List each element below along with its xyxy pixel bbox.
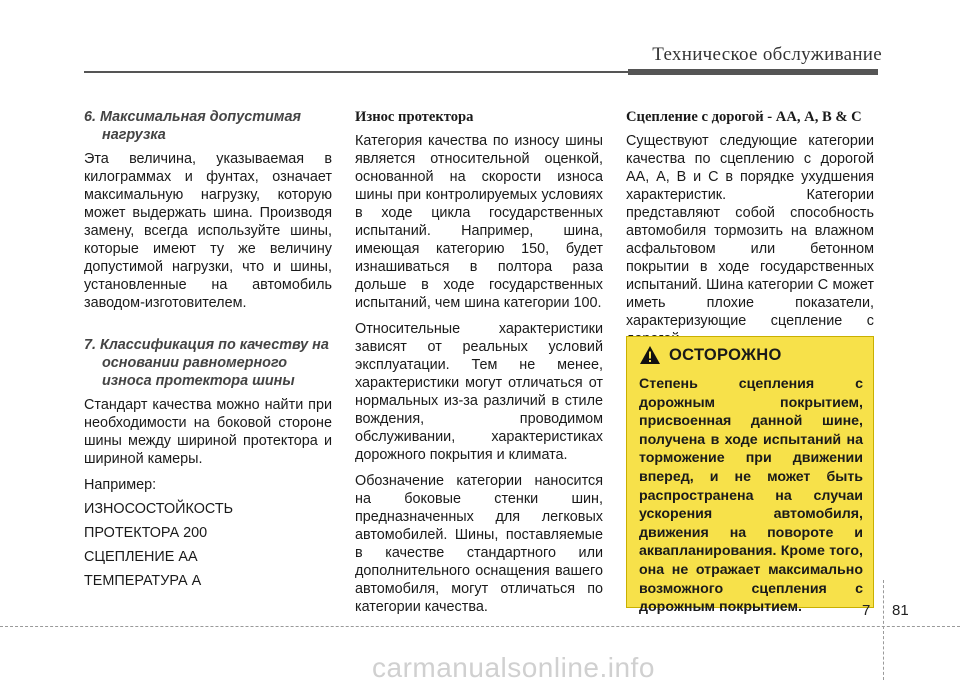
- example-line-4: ТЕМПЕРАТУРА А: [84, 573, 202, 589]
- section-heading-7: 7. Классификация по качеству на основании равномерного износа протектора шины: [84, 337, 329, 389]
- traction-paragraph: Существуют следующие категории качества по сцеплению с дорогой АА, А, В и С в порядке ухудшения характеристик. Категории представляют собой способность автомобиля тормозить на влажном асфальтовом или бетонном покрытии в ходе государственных испытаний. Шина категории С может иметь плохие показатели, характеризующие сцепление с: [626, 133, 874, 329]
- footer-rule: [0, 626, 960, 627]
- paragraph-max-load: Эта величина, указываемая в килограммах и фунтах, означает максимальную нагрузку, которую может выдержать шина. Производя замену, всегда используйте шины, которые имеют ту же величину допустимой нагрузки, что и шины, установленные на автомобиль заводом-изготовителем.: [84, 151, 332, 311]
- treadwear-paragraph-3: Обозначение категории наносится на боковые стенки шин, предназначенных для легковых автомобилей. Шины, поставляемые в качестве стандартного или дополнительного оснащения вашего автомобиля, могут отличаться по категории качества.: [355, 473, 603, 615]
- section-heading-6: 6. Максимальная допустимая нагрузка: [84, 109, 301, 143]
- warning-text: Степень сцепления с дорожным покрытием, присвоенная данной шине, получена в ходе испытаний на торможение при движении вперед, и не может быть распространена на случаи ускорения автомобиля, движения на повороте и аквапланирования. Кроме того, она не отражает максимально возможного сцепления с дорожным покрытием.: [639, 376, 863, 616]
- warning-triangle-icon: [639, 345, 661, 365]
- column-left: [84, 108, 332, 596]
- header-title: Техническое обслуживание: [652, 44, 882, 65]
- warning-header: [639, 345, 863, 365]
- traction-heading: Сцепление с дорогой - АА, А, В & С: [626, 109, 862, 125]
- warning-title: ОСТОРОЖНО: [669, 345, 782, 364]
- watermark: carmanualsonline.info: [372, 652, 655, 683]
- header-rule-accent: [628, 69, 878, 75]
- example-label: Например:: [84, 477, 157, 493]
- page-number: 81: [892, 602, 909, 619]
- warning-box: [626, 336, 874, 616]
- treadwear-paragraph-2: Относительные характеристики зависят от реальных условий эксплуатации. Тем не менее, характеристики могут отличаться от нормальных из-за различий в стиле вождения, проводимом обслуживании, характеристиках дорожного покрытия и климата.: [355, 321, 603, 463]
- treadwear-heading: Износ протектора: [355, 109, 474, 125]
- column-middle: [355, 108, 603, 624]
- column-right: [626, 108, 874, 356]
- example-line-2: ПРОТЕКТОРА 200: [84, 525, 208, 541]
- treadwear-paragraph-1: Категория качества по износу шины является относительной оценкой, основанной на скорости износа шины при контролируемых условиях в ходе цикла государственных испытаний. Например, шина, имеющая категорию 150, будет изнашиваться в полтора раза дольше в ходе государственных испытаний, чем шина категории 100.: [355, 133, 603, 311]
- chapter-number: 7: [862, 602, 871, 619]
- paragraph-quality-standard: Стандарт качества можно найти при необходимости на боковой стороне шины между шириной протектора и шириной камеры.: [84, 397, 332, 467]
- example-line-1: ИЗНОСОСТОЙКОСТЬ: [84, 501, 234, 517]
- example-line-3: СЦЕПЛЕНИЕ АА: [84, 549, 198, 565]
